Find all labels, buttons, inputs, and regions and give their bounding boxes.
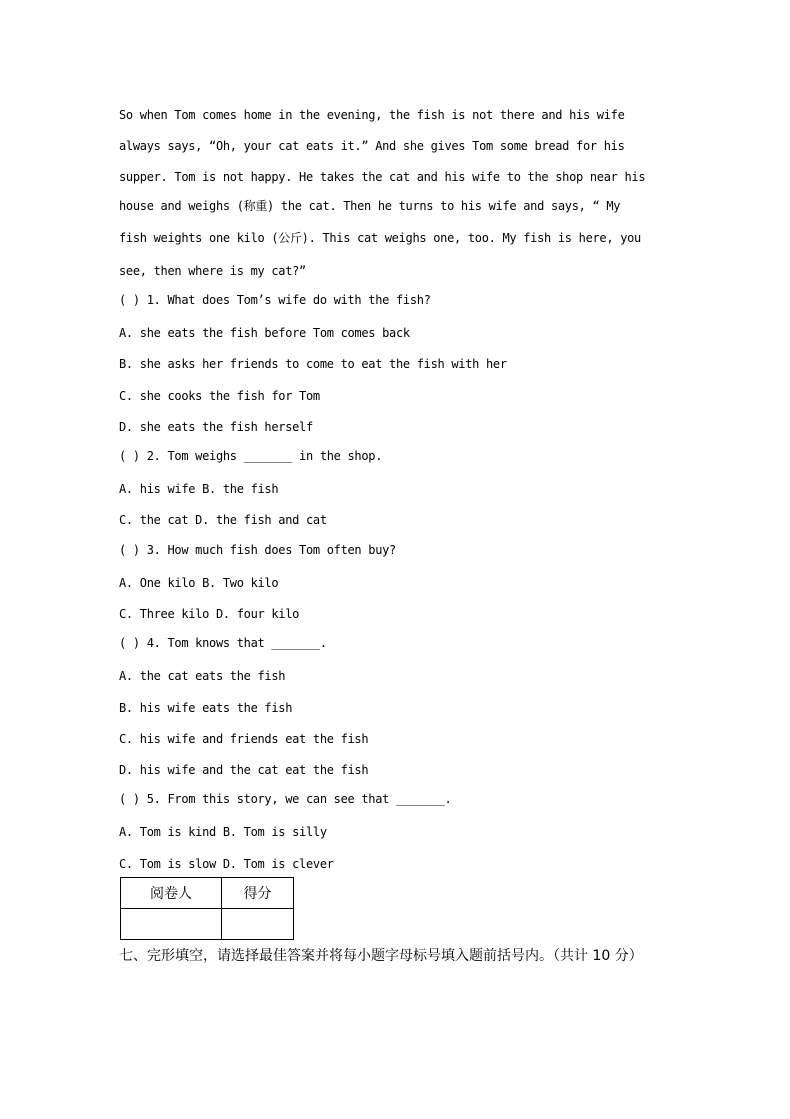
passage-line: supper. Tom is not happy. He takes the cat and his wife to the shop near his bbox=[119, 170, 646, 184]
answer-option: C. Tom is slow D. Tom is clever bbox=[119, 857, 334, 871]
question-stem: ( ) 1. What does Tom’s wife do with the fish? bbox=[119, 293, 431, 307]
score-cell[interactable] bbox=[222, 909, 294, 940]
passage-line: fish weights one kilo (公斤). This cat weighs one, too. My fish is here, you bbox=[119, 231, 641, 245]
section-title: 七、完形填空，请选择最佳答案并将每小题字母标号填入题前括号内。（共计 10 分） bbox=[119, 948, 643, 964]
passage-line: house and weighs (称重) the cat. Then he turns to his wife and says, “ My bbox=[119, 199, 621, 213]
answer-option: C. his wife and friends eat the fish bbox=[119, 732, 369, 746]
answer-option: C. Three kilo D. four kilo bbox=[119, 607, 300, 621]
reviewer-header: 阅卷人 bbox=[121, 878, 222, 909]
answer-option: A. his wife B. the fish bbox=[119, 482, 279, 496]
answer-option: A. the cat eats the fish bbox=[119, 669, 286, 683]
answer-option: D. his wife and the cat eat the fish bbox=[119, 763, 369, 777]
answer-option: B. she asks her friends to come to eat the fish with her bbox=[119, 357, 507, 371]
answer-option: C. the cat D. the fish and cat bbox=[119, 513, 327, 527]
passage-line: always says, “Oh, your cat eats it.” And she gives Tom some bread for his bbox=[119, 139, 625, 153]
answer-option: A. One kilo B. Two kilo bbox=[119, 576, 279, 590]
question-stem: ( ) 5. From this story, we can see that _______. bbox=[119, 792, 452, 806]
passage-line: So when Tom comes home in the evening, the fish is not there and his wife bbox=[119, 108, 625, 122]
passage-line: see, then where is my cat?” bbox=[119, 264, 306, 278]
question-stem: ( ) 2. Tom weighs _______ in the shop. bbox=[119, 449, 383, 463]
answer-option: A. she eats the fish before Tom comes back bbox=[119, 326, 410, 340]
question-stem: ( ) 4. Tom knows that _______. bbox=[119, 636, 327, 650]
score-header: 得分 bbox=[222, 878, 294, 909]
answer-option: D. she eats the fish herself bbox=[119, 420, 313, 434]
reviewer-cell[interactable] bbox=[121, 909, 222, 940]
question-stem: ( ) 3. How much fish does Tom often buy? bbox=[119, 543, 396, 557]
answer-option: C. she cooks the fish for Tom bbox=[119, 389, 320, 403]
score-table bbox=[120, 877, 294, 940]
answer-option: A. Tom is kind B. Tom is silly bbox=[119, 825, 327, 839]
answer-option: B. his wife eats the fish bbox=[119, 701, 293, 715]
